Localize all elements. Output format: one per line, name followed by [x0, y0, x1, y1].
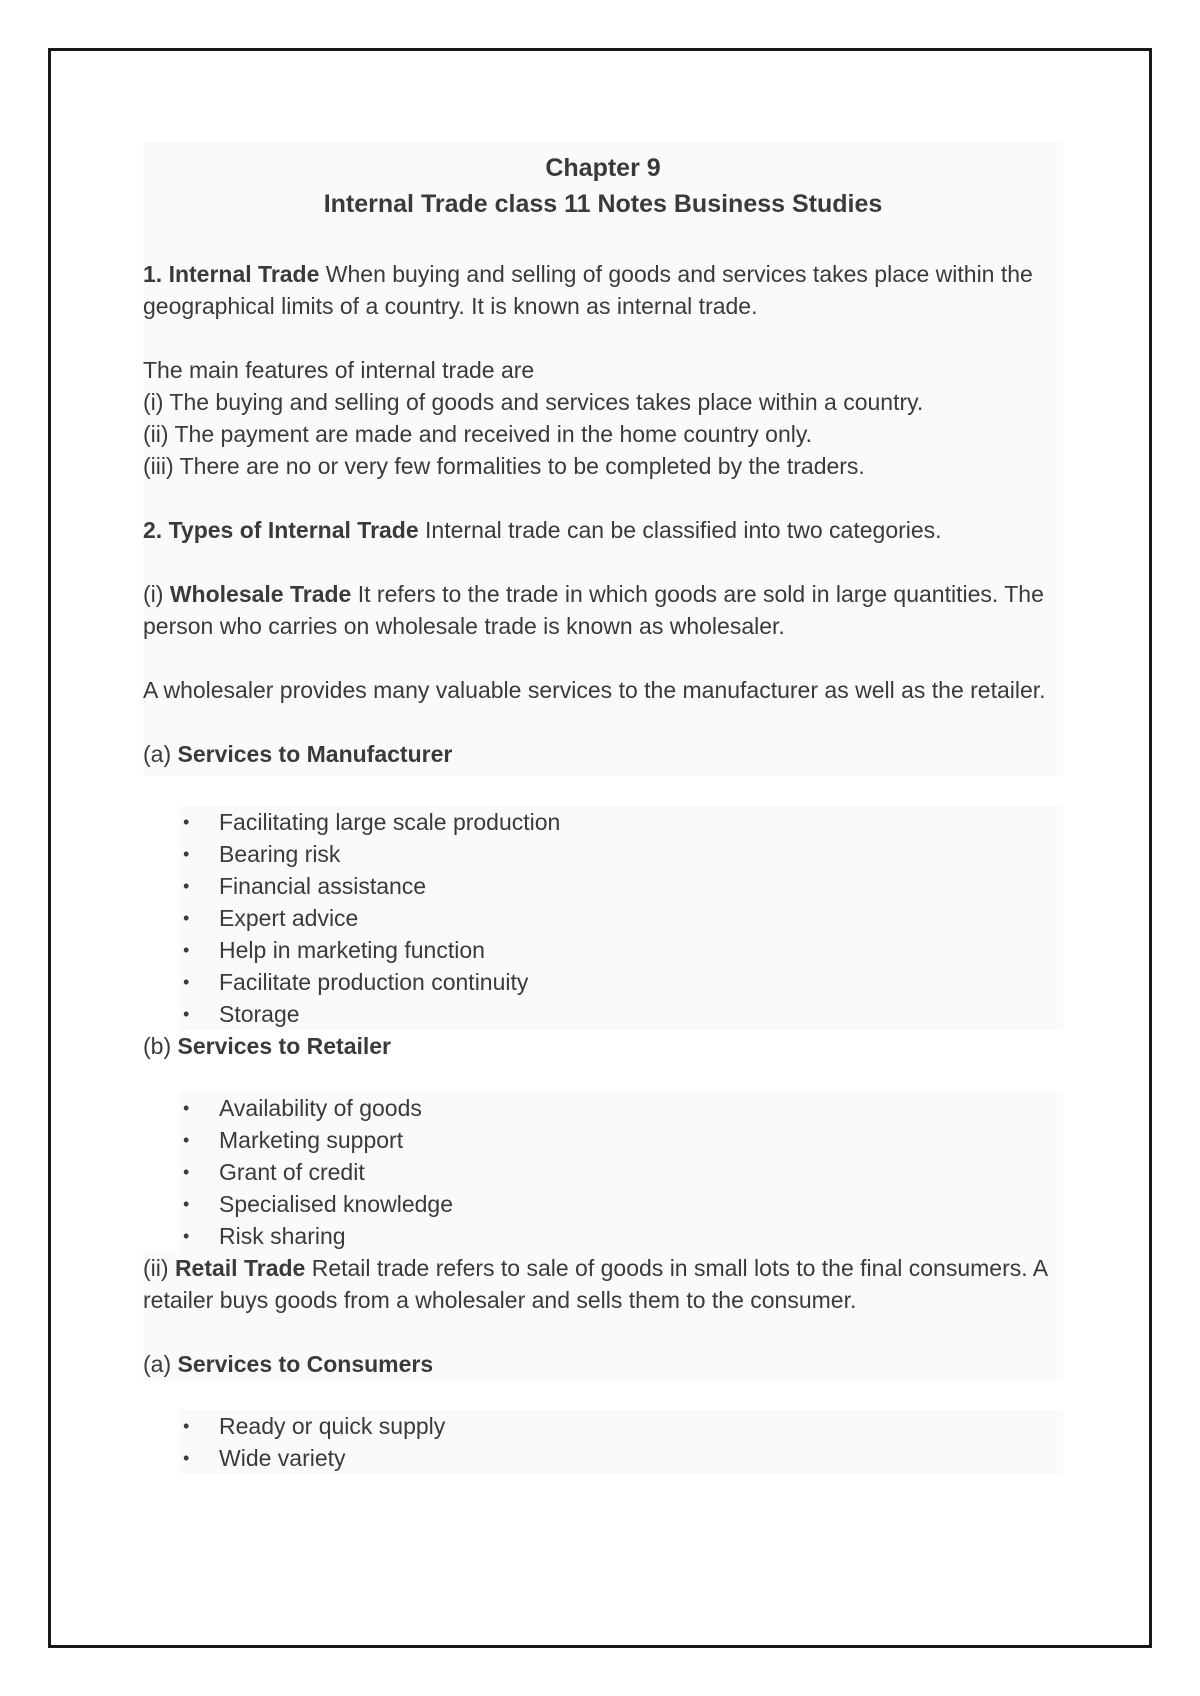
internal-trade-text: When buying and selling of goods and services takes place within the geographical limits of a country. It is known as internal trade.: [143, 261, 1033, 319]
list-item: • Risk sharing: [179, 1220, 1063, 1252]
consumers-prefix: (a): [143, 1351, 178, 1377]
bullet-icon: •: [183, 1098, 190, 1118]
retailer-subheading: [143, 1030, 1063, 1062]
types-heading: 2. Types of Internal Trade: [143, 517, 419, 543]
bullet-icon: •: [183, 972, 190, 992]
bullet-icon: •: [183, 940, 190, 960]
list-item: • Specialised knowledge: [179, 1188, 1063, 1220]
bullet-icon: •: [183, 1226, 190, 1246]
feature-item: (ii) The payment are made and received in the home country only.: [143, 421, 813, 447]
bullet-icon: •: [183, 1130, 190, 1150]
manufacturer-prefix: (a): [143, 741, 178, 767]
retail-paragraph: [143, 1252, 1063, 1316]
list-item: • Bearing risk: [179, 838, 1063, 870]
page-title: Internal Trade class 11 Notes Business Studies: [323, 190, 883, 218]
wholesaler-services-intro: A wholesaler provides many valuable services to the manufacturer as well as the retailer.: [143, 677, 1046, 703]
bullet-icon: •: [183, 1194, 190, 1214]
manufacturer-services-list: [179, 806, 1063, 1030]
retail-prefix: (ii): [143, 1255, 175, 1281]
retail-text: Retail trade refers to sale of goods in small lots to the final consumers. A retailer buys goods from a wholesaler and sells them to the consumer.: [143, 1255, 1047, 1313]
list-item: • Facilitating large scale production: [179, 806, 1063, 838]
retailer-prefix: (b): [143, 1033, 178, 1059]
title-block: [143, 142, 1063, 222]
list-item: • Grant of credit: [179, 1156, 1063, 1188]
bullet-icon: •: [183, 908, 190, 928]
list-item: • Ready or quick supply: [179, 1410, 1063, 1442]
bullet-icon: •: [183, 812, 190, 832]
list-item: • Wide variety: [179, 1442, 1063, 1474]
retailer-services-list: [179, 1092, 1063, 1252]
consumers-subheading: [143, 1348, 1063, 1380]
wholesale-text: It refers to the trade in which goods are sold in large quantities. The person who carries on wholesale trade is known as wholesaler.: [143, 581, 1044, 639]
retailer-services-box: [179, 1092, 1063, 1252]
bullet-icon: •: [183, 1448, 190, 1468]
feature-item: (i) The buying and selling of goods and services takes place within a country.: [143, 389, 924, 415]
list-item: • Help in marketing function: [179, 934, 1063, 966]
document-content: [143, 142, 1063, 1474]
manufacturer-services-box: [179, 806, 1063, 1030]
internal-trade-heading: 1. Internal Trade: [143, 261, 320, 287]
list-item: • Financial assistance: [179, 870, 1063, 902]
manufacturer-subheading: [143, 738, 1063, 770]
types-text: Internal trade can be classified into two categories.: [418, 517, 942, 543]
chapter-number: Chapter 9: [545, 154, 661, 182]
bullet-icon: •: [183, 844, 190, 864]
consumer-services-box: [179, 1410, 1063, 1474]
consumers-heading: Services to Consumers: [177, 1351, 434, 1377]
bullet-icon: •: [183, 1004, 190, 1024]
internal-trade-paragraph: [143, 258, 1063, 322]
list-item: • Marketing support: [179, 1124, 1063, 1156]
bullet-icon: •: [183, 1162, 190, 1182]
retailer-heading: Services to Retailer: [177, 1033, 392, 1059]
types-paragraph: [143, 514, 1063, 546]
list-item: • Facilitate production continuity: [179, 966, 1063, 998]
wholesale-paragraph: [143, 578, 1063, 642]
wholesale-heading: Wholesale Trade: [169, 581, 352, 607]
manufacturer-heading: Services to Manufacturer: [177, 741, 453, 767]
retail-text-block: [143, 1252, 1063, 1380]
consumer-services-list: [179, 1410, 1063, 1474]
bullet-icon: •: [183, 876, 190, 896]
list-item: • Storage: [179, 998, 1063, 1030]
list-item: • Expert advice: [179, 902, 1063, 934]
feature-item: (iii) There are no or very few formalities to be completed by the traders.: [143, 453, 865, 479]
wholesale-prefix: (i): [143, 581, 170, 607]
bullet-icon: •: [183, 1416, 190, 1436]
main-text-block: [143, 142, 1063, 776]
features-intro: The main features of internal trade are: [143, 357, 535, 383]
list-item: • Availability of goods: [179, 1092, 1063, 1124]
retail-heading: Retail Trade: [174, 1255, 306, 1281]
